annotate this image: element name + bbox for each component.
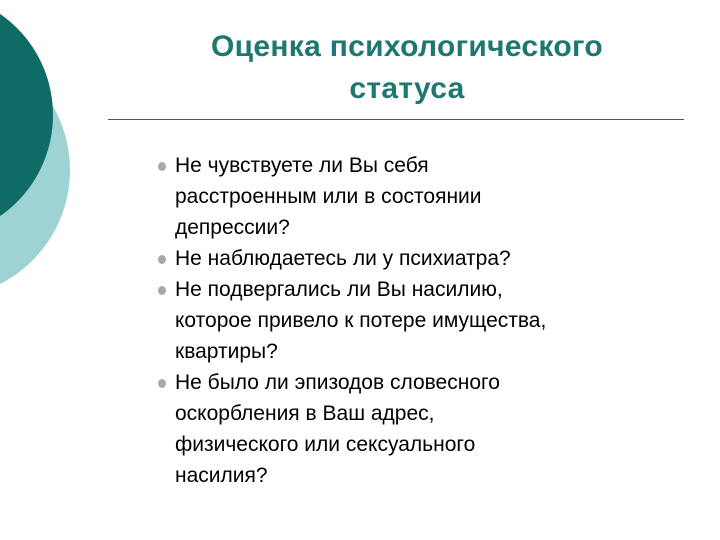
bullet-item-abuse bbox=[165, 367, 705, 491]
bullet-dot-icon bbox=[158, 162, 166, 171]
title-line-1: Оценка психологического bbox=[211, 30, 603, 63]
slide-title bbox=[120, 26, 694, 110]
bullet-line: Не было ли эпизодов словесного bbox=[175, 371, 500, 394]
bullet-dot-icon bbox=[158, 286, 166, 295]
bullet-line: квартиры? bbox=[175, 340, 278, 363]
title-divider bbox=[108, 119, 684, 120]
title-line-2: статуса bbox=[349, 72, 465, 105]
bullet-line: которое привело к потере имущества, bbox=[175, 309, 547, 332]
bullet-item-psychiatrist bbox=[165, 243, 705, 274]
bullet-dot-icon bbox=[158, 255, 166, 264]
bullet-dot-icon bbox=[158, 379, 166, 388]
bullet-list bbox=[165, 150, 705, 491]
decorative-circles bbox=[0, 0, 120, 300]
bullet-line: Не подвергались ли Вы насилию, bbox=[175, 278, 503, 301]
bullet-line: насилия? bbox=[175, 464, 268, 487]
bullet-line: расстроенным или в состоянии bbox=[175, 185, 482, 208]
bullet-line: физического или сексуального bbox=[175, 433, 476, 456]
bullet-line: Не наблюдаетесь ли у психиатра? bbox=[175, 247, 511, 270]
bullet-line: депрессии? bbox=[175, 216, 290, 239]
bullet-item-depression bbox=[165, 150, 705, 243]
bullet-line: Не чувствуете ли Вы себя bbox=[175, 154, 429, 177]
bullet-item-violence bbox=[165, 274, 705, 367]
bullet-line: оскорбления в Ваш адрес, bbox=[175, 402, 435, 425]
